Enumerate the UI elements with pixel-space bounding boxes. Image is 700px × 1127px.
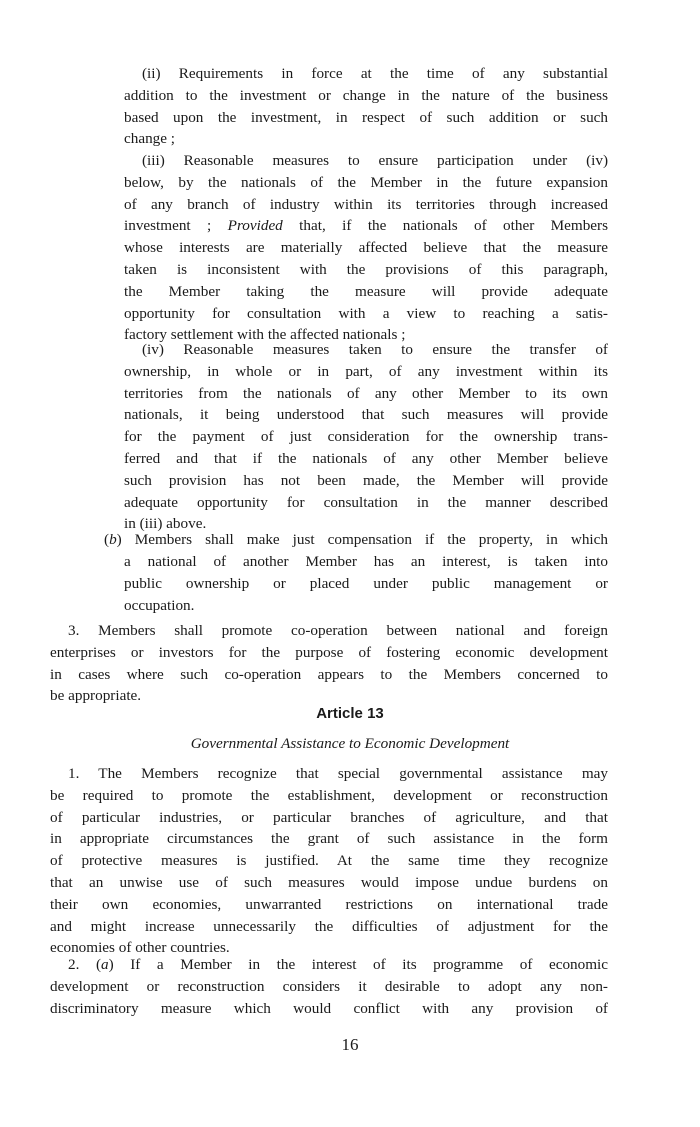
text-line: 3. Members shall promote co-operation between national and foreign xyxy=(68,622,608,639)
text-line: public ownership or placed under public management or xyxy=(124,574,608,592)
paragraph-1 xyxy=(50,763,608,959)
clause-iv xyxy=(124,339,608,535)
text-line: of particular industries, or particular branches of agriculture, and that xyxy=(50,808,608,826)
text-line: below, by the nationals of the Member in the future expansion xyxy=(124,173,608,191)
text-line-provided xyxy=(124,215,608,237)
text-line: the Member taking the measure will provide adequate xyxy=(124,282,608,300)
text-line: opportunity for consultation with a view to reaching a satis- xyxy=(124,304,608,322)
text-line: whose interests are materially affected believe that the measure xyxy=(124,239,608,257)
text-line: 1. The Members recognize that special governmental assistance may xyxy=(68,765,608,782)
italic-provided: Provided xyxy=(227,217,283,235)
text-line: economies of other countries. xyxy=(50,939,230,957)
text-line: territories from the nationals of any other Member to its own xyxy=(124,384,608,402)
text-run: ) If a Member in the interest of its programme of economic xyxy=(108,956,608,973)
text-line: (iv) Reasonable measures taken to ensure the transfer of xyxy=(142,341,608,358)
text-line: (iii) Reasonable measures to ensure participation under (iv) xyxy=(142,152,608,169)
text-run: that, if the nationals of other Members xyxy=(282,217,608,235)
text-line: in appropriate circumstances the grant of such assistance in the form xyxy=(50,830,608,848)
text-run: Members shall make just compensation if the property, in which xyxy=(121,531,608,548)
text-run: 2. ( xyxy=(68,956,102,973)
text-line: development or reconstruction considers it desirable to adopt any non- xyxy=(50,977,608,995)
text-line: be required to promote the establishment, development or reconstruction xyxy=(50,786,608,804)
clause-b-label: b xyxy=(109,531,117,548)
text-line: such provision has not been made, the Member will provide xyxy=(124,471,608,489)
text-line-b: (b) Members shall make just compensation if the property, in which xyxy=(104,531,608,548)
paragraph-2 xyxy=(50,954,608,1019)
text-line: discriminatory measure which would conflict with any provision of xyxy=(50,999,608,1017)
text-line: a national of another Member has an interest, is taken into xyxy=(124,553,608,570)
text-line: taken is inconsistent with the provisions of this paragraph, xyxy=(124,260,608,278)
text-line: of protective measures is justified. At the same time they recognize xyxy=(50,852,608,870)
text-line: in (iii) above. xyxy=(124,515,207,533)
text-line: factory settlement with the affected nationals ; xyxy=(124,326,406,344)
text-line: addition to the investment or change in the nature of the business xyxy=(124,86,608,104)
article-title: Article 13 xyxy=(316,705,384,722)
text-line: adequate opportunity for consultation in the manner described xyxy=(124,493,608,511)
text-line: of any branch of industry within its territories through increased xyxy=(124,195,608,213)
text-line: change ; xyxy=(124,130,176,148)
clause-iii xyxy=(124,150,608,346)
text-line: enterprises or investors for the purpose of fostering economic development xyxy=(50,643,608,661)
clause-a-label: a xyxy=(101,956,109,973)
text-line: ferred and that if the nationals of any other Member believe xyxy=(124,449,608,467)
text-line: that an unwise use of such measures would impose undue burdens on xyxy=(50,873,608,891)
text-line: and might increase unnecessarily the difficulties of adjustment for the xyxy=(50,917,608,935)
text-line: based upon the investment, in respect of such addition or such xyxy=(124,108,608,126)
text-line: their own economies, unwarranted restrictions on international trade xyxy=(50,895,608,913)
text-line: for the payment of just consideration for the ownership trans- xyxy=(124,428,608,446)
text-line-2a xyxy=(50,954,608,976)
text-run: investment ; xyxy=(124,217,228,235)
text-line: nationals, it being understood that such measures will provide xyxy=(124,406,608,424)
text-line: in cases where such co-operation appears to the Members concerned to xyxy=(50,665,608,683)
clause-ii xyxy=(124,63,608,150)
text-line: occupation. xyxy=(124,596,195,614)
text-line: be appropriate. xyxy=(50,687,142,705)
page-number: 16 xyxy=(341,1035,359,1054)
article-subtitle: Governmental Assistance to Economic Development xyxy=(190,735,510,752)
clause-b-continuation xyxy=(124,551,608,616)
paragraph-3 xyxy=(50,620,608,707)
clause-b xyxy=(104,529,608,551)
text-line: (ii) Requirements in force at the time of any substantial xyxy=(142,65,608,82)
text-line: ownership, in whole or in part, of any investment within its xyxy=(124,362,608,380)
